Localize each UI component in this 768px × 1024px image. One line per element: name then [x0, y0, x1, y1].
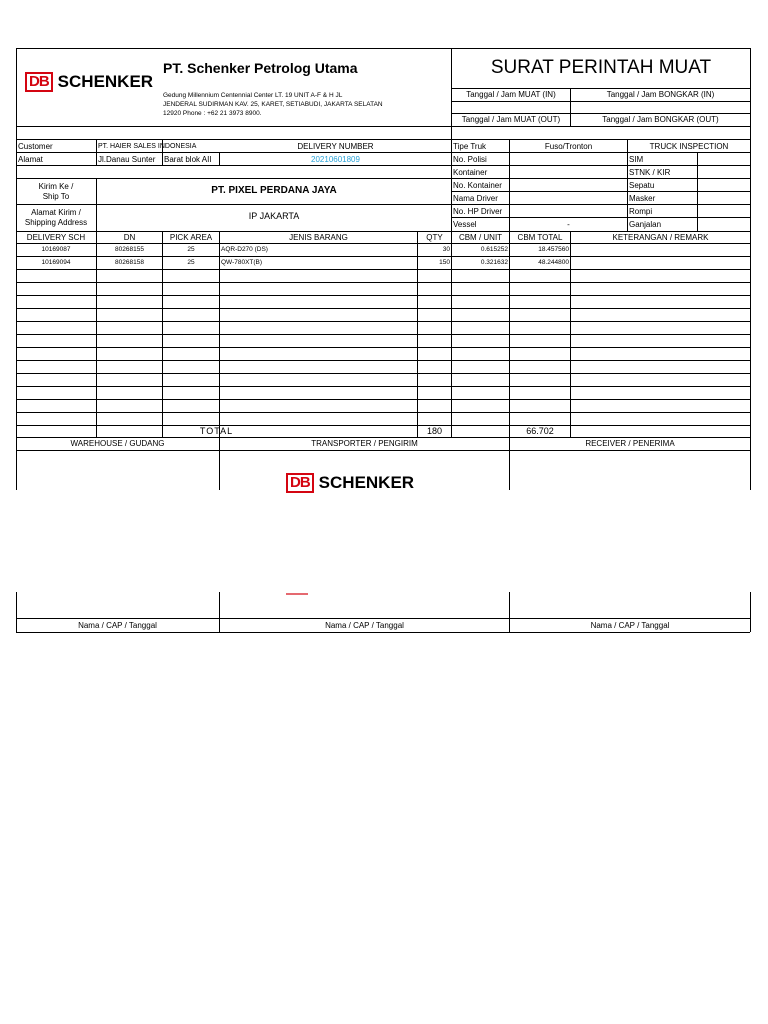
col-header-cbm-unit: CBM / UNIT	[458, 233, 503, 242]
customer-label: Customer	[18, 142, 53, 151]
warehouse-sign-footer: Nama / CAP / Tanggal	[78, 621, 157, 630]
row-1-dn: 80268155	[115, 246, 144, 253]
muat-out-label: Tanggal / Jam MUAT (OUT)	[461, 115, 561, 124]
row-2-pick-area: 25	[187, 259, 195, 266]
customer-value: PT. HAIER SALES INDONESIA	[98, 143, 197, 150]
truck-label-4: Nama Driver	[453, 194, 498, 203]
table-row-divider	[16, 308, 750, 309]
table-row-divider	[16, 295, 750, 296]
ship-to-label-1: Kirim Ke /	[38, 182, 74, 191]
schenker-logo: DB SCHENKER	[25, 72, 153, 92]
alamat-label: Alamat	[18, 155, 43, 164]
row-1-jenis-barang: AQR-D270 (DS)	[221, 246, 268, 253]
table-row-divider	[16, 373, 750, 374]
receiver-label: RECEIVER / PENERIMA	[585, 439, 675, 448]
company-name: PT. Schenker Petrolog Utama	[163, 60, 358, 76]
address-line-1: Gedung Millennium Centennial Center LT. 19 UNIT A-F & H JL	[163, 92, 343, 99]
total-label: TOTAL	[199, 426, 234, 436]
row-1-pick-area: 25	[187, 246, 195, 253]
col-header-cbm-total: CBM TOTAL	[517, 233, 563, 242]
row-2-cbm-total: 48.244800	[538, 259, 569, 266]
alamat-value-1: Jl.Danau Sunter	[98, 155, 156, 164]
row-1-cbm-total: 18.457560	[538, 246, 569, 253]
transporter-sign-footer: Nama / CAP / Tanggal	[325, 621, 404, 630]
stamp-fragment	[286, 590, 442, 595]
transporter-label: TRANSPORTER / PENGIRIM	[311, 439, 418, 448]
inspection-item-1: STNK / KIR	[629, 168, 671, 177]
shipping-address-label-1: Alamat Kirim /	[31, 208, 81, 217]
address-line-2: JENDERAL SUDIRMAN KAV. 25, KARET, SETIABUDI, JAKARTA SELATAN	[163, 101, 383, 108]
col-header-qty: QTY	[426, 233, 443, 242]
table-row-divider	[16, 399, 750, 400]
warehouse-label: WAREHOUSE / GUDANG	[70, 439, 165, 448]
row-1-qty: 30	[442, 246, 450, 253]
col-header-remark: KETERANGAN / REMARK	[612, 233, 709, 242]
col-header-delivery-sch: DELIVERY SCH	[26, 233, 86, 242]
inspection-item-3: Masker	[629, 194, 656, 203]
bongkar-out-label: Tanggal / Jam BONGKAR (OUT)	[602, 115, 719, 124]
delivery-number: 20210601809	[311, 155, 360, 164]
row-2-dn: 80268158	[115, 259, 144, 266]
ship-to-value: PT. PIXEL PERDANA JAYA	[211, 185, 337, 196]
inspection-item-5: Ganjalan	[629, 220, 662, 229]
table-row-divider	[16, 269, 750, 270]
table-row-divider	[16, 282, 750, 283]
truck-label-3: No. Kontainer	[453, 181, 502, 190]
truck-value-0: Fuso/Tronton	[544, 142, 593, 151]
transporter-stamp-logo: DB SCHENKER	[286, 473, 414, 493]
row-2-jenis-barang: QW-780XT(B)	[221, 259, 263, 266]
table-row-divider	[16, 386, 750, 387]
truck-value-6: -	[567, 220, 570, 229]
col-header-dn: DN	[123, 233, 136, 242]
total-qty: 180	[426, 426, 443, 436]
truck-label-1: No. Polisi	[453, 155, 487, 164]
col-header-pick-area: PICK AREA	[169, 233, 213, 242]
truck-inspection-title: TRUCK INSPECTION	[649, 142, 729, 151]
address-line-3: 12920 Phone : +62 21 3973 8900.	[163, 110, 262, 117]
row-1-cbm-unit: 0.615252	[480, 246, 508, 253]
truck-label-2: Kontainer	[453, 168, 488, 177]
col-header-jenis-barang: JENIS BARANG	[289, 233, 348, 242]
table-row-divider	[16, 334, 750, 335]
truck-label-6: Vessel	[453, 220, 477, 229]
inspection-item-0: SIM	[629, 155, 644, 164]
truck-label-5: No. HP Driver	[453, 207, 503, 216]
table-row-divider	[16, 360, 750, 361]
row-2-delivery-sch: 10169094	[41, 259, 71, 266]
table-row-divider	[16, 412, 750, 413]
table-row-divider	[16, 347, 750, 348]
total-cbm: 66.702	[526, 426, 554, 436]
alamat-value-2: Barat blok AII	[164, 155, 212, 164]
document-title: SURAT PERINTAH MUAT	[490, 57, 712, 78]
inspection-item-4: Rompi	[629, 207, 653, 216]
muat-in-label: Tanggal / Jam MUAT (IN)	[466, 90, 556, 99]
row-2-cbm-unit: 0.321632	[480, 259, 508, 266]
bongkar-in-label: Tanggal / Jam BONGKAR (IN)	[606, 90, 715, 99]
table-row-divider	[16, 321, 750, 322]
shipping-address-value: IP JAKARTA	[248, 211, 300, 221]
delivery-number-label: DELIVERY NUMBER	[297, 142, 374, 151]
shipping-address-label-2: Shipping Address	[24, 218, 88, 227]
ship-to-label-2: Ship To	[42, 192, 70, 201]
truck-label-0: Tipe Truk	[453, 142, 487, 151]
row-2-qty: 150	[439, 259, 450, 266]
row-1-delivery-sch: 10169087	[41, 246, 71, 253]
inspection-item-2: Sepatu	[629, 181, 655, 190]
receiver-sign-footer: Nama / CAP / Tanggal	[590, 621, 670, 630]
